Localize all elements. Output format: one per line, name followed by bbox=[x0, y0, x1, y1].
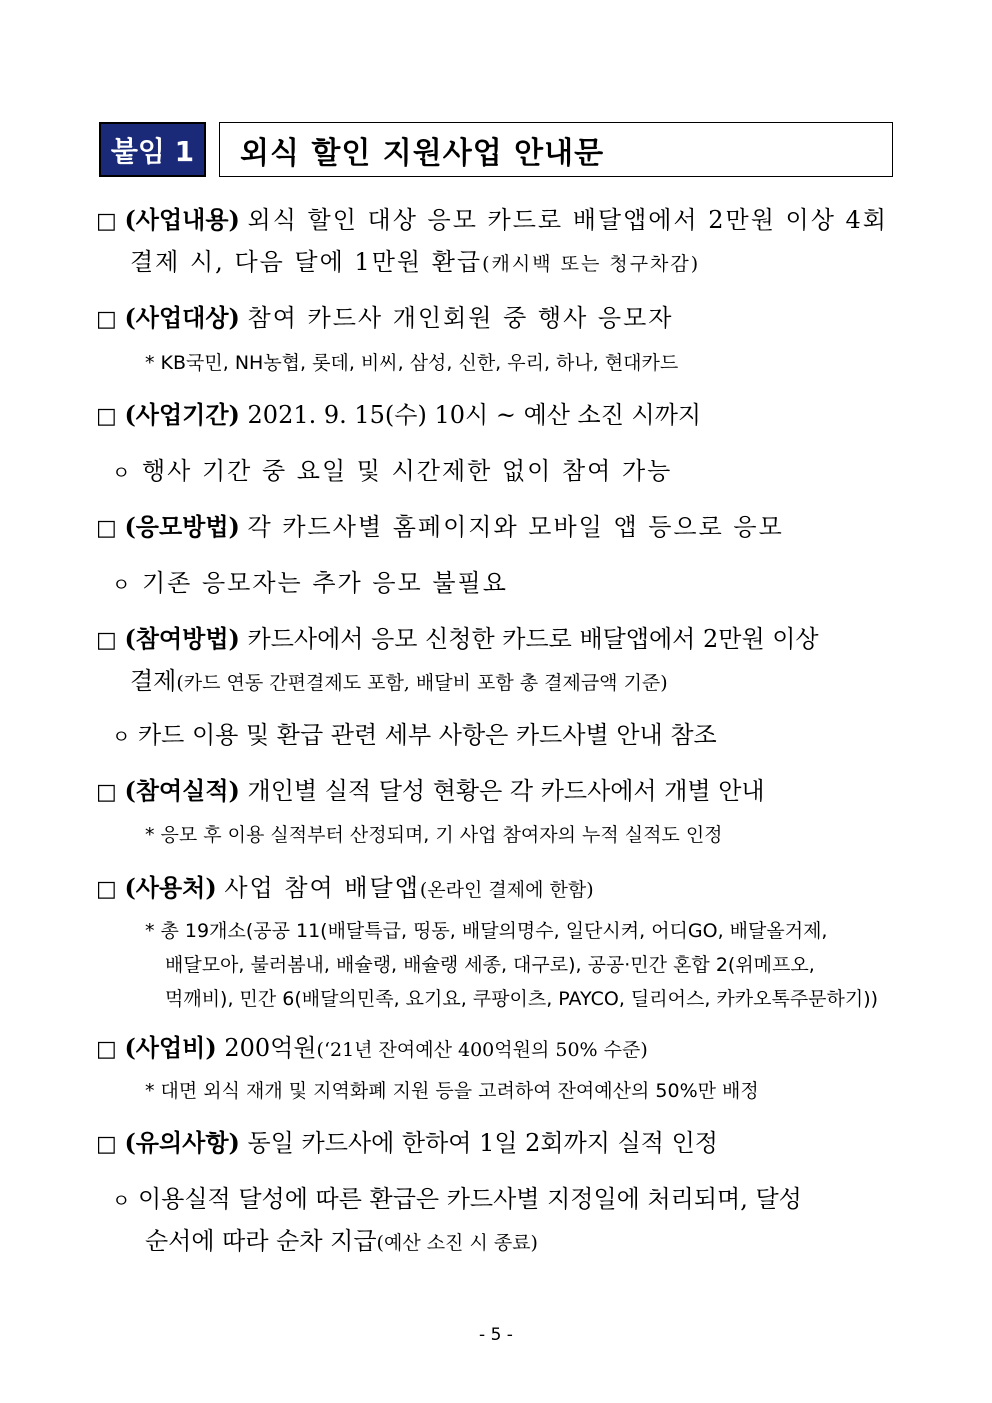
circle-bullet: ㅇ bbox=[112, 574, 133, 596]
section-usage-places bbox=[96, 873, 594, 905]
section-note-line: * 총 19개소(공공 11(배달특급, 띵동, 배달의명수, 일단시켜, 어디GO, 배달올거제, bbox=[145, 920, 828, 942]
section-text-small: (온라인 결제에 한함) bbox=[419, 879, 594, 901]
section-key: (참여실적) bbox=[124, 776, 240, 805]
section-text: 개인별 실적 달성 현황은 각 카드사에서 개별 안내 bbox=[247, 777, 765, 805]
section-key: (참여방법) bbox=[124, 624, 240, 653]
checkbox-bullet: □ bbox=[96, 628, 117, 653]
page-number: - 5 - bbox=[479, 1325, 513, 1345]
section-key: (사업비) bbox=[124, 1033, 217, 1062]
section-sub-item bbox=[112, 568, 508, 600]
section-text: 참여 카드사 개인회원 중 행사 응모자 bbox=[247, 304, 674, 332]
circle-bullet: ㅇ bbox=[112, 726, 131, 748]
section-continuation bbox=[130, 666, 668, 698]
section-sub-item bbox=[112, 720, 717, 752]
checkbox-bullet: □ bbox=[96, 516, 117, 541]
continuation-small: (예산 소진 시 종료) bbox=[376, 1232, 538, 1254]
section-period bbox=[96, 400, 701, 432]
section-text: 각 카드사별 홈페이지와 모바일 앱 등으로 응모 bbox=[247, 513, 784, 541]
section-text: 동일 카드사에 한하여 1일 2회까지 실적 인정 bbox=[247, 1129, 718, 1157]
section-key: (사업내용) bbox=[124, 205, 240, 234]
sub-item-text: 이용실적 달성에 따른 환급은 카드사별 지정일에 처리되며, 달성 bbox=[138, 1185, 802, 1213]
section-sub-continuation bbox=[145, 1226, 538, 1258]
checkbox-bullet: □ bbox=[96, 1132, 117, 1157]
document-header bbox=[99, 122, 893, 177]
checkbox-bullet: □ bbox=[96, 877, 117, 902]
section-sub-item bbox=[112, 1184, 802, 1216]
section-note: * KB국민, NH농협, 롯데, 비씨, 삼성, 신한, 우리, 하나, 현대카드 bbox=[145, 352, 679, 374]
section-business-content bbox=[96, 205, 888, 237]
section-key: (사업기간) bbox=[124, 400, 240, 429]
section-note-line: 먹깨비), 민간 6(배달의민족, 요기요, 쿠팡이츠, PAYCO, 딜리어스, 카카오톡주문하기)) bbox=[165, 988, 879, 1010]
section-target bbox=[96, 303, 673, 335]
section-key: (사용처) bbox=[124, 873, 217, 902]
section-key: (응모방법) bbox=[124, 512, 240, 541]
section-text-small: (‘21년 잔여예산 400억원의 50% 수준) bbox=[316, 1039, 648, 1061]
section-note: * 대면 외식 재개 및 지역화폐 지원 등을 고려하여 잔여예산의 50%만 배정 bbox=[145, 1080, 759, 1102]
section-key: (사업대상) bbox=[124, 303, 240, 332]
checkbox-bullet: □ bbox=[96, 307, 117, 332]
section-sub-item bbox=[112, 456, 672, 488]
checkbox-bullet: □ bbox=[96, 404, 117, 429]
checkbox-bullet: □ bbox=[96, 780, 117, 805]
section-precautions bbox=[96, 1128, 718, 1160]
checkbox-bullet: □ bbox=[96, 1037, 117, 1062]
sub-item-text: 기존 응모자는 추가 응모 불필요 bbox=[142, 569, 508, 597]
continuation-text: 순서에 따라 순차 지급 bbox=[145, 1227, 377, 1255]
section-text: 2021. 9. 15(수) 10시 ~ 예산 소진 시까지 bbox=[247, 401, 702, 429]
sub-item-text: 행사 기간 중 요일 및 시간제한 없이 참여 가능 bbox=[142, 457, 673, 485]
attachment-badge: 붙임 1 bbox=[99, 122, 206, 177]
section-text: 사업 참여 배달앱 bbox=[224, 874, 420, 902]
circle-bullet: ㅇ bbox=[112, 1190, 131, 1212]
section-note: * 응모 후 이용 실적부터 산정되며, 기 사업 참여자의 누적 실적도 인정 bbox=[145, 824, 723, 846]
section-budget bbox=[96, 1033, 648, 1065]
section-apply-method bbox=[96, 512, 784, 544]
document-title: 외식 할인 지원사업 안내문 bbox=[219, 122, 893, 177]
section-performance bbox=[96, 776, 765, 808]
section-participation-method bbox=[96, 624, 819, 656]
section-note-line: 배달모아, 불러봄내, 배슐랭, 배슐랭 세종, 대구로), 공공·민간 혼합 2(위메프오, bbox=[165, 954, 815, 976]
circle-bullet: ㅇ bbox=[112, 462, 133, 484]
sub-item-text: 카드 이용 및 환급 관련 세부 사항은 카드사별 안내 참조 bbox=[138, 721, 717, 749]
section-text: 외식 할인 대상 응모 카드로 배달앱에서 2만원 이상 4회 bbox=[247, 206, 888, 234]
section-key: (유의사항) bbox=[124, 1128, 240, 1157]
section-continuation bbox=[130, 247, 700, 279]
continuation-small: (카드 연동 간편결제도 포함, 배달비 포함 총 결제금액 기준) bbox=[176, 672, 668, 694]
continuation-small: (캐시백 또는 청구차감) bbox=[482, 253, 701, 275]
section-text: 카드사에서 응모 신청한 카드로 배달앱에서 2만원 이상 bbox=[247, 625, 819, 653]
checkbox-bullet: □ bbox=[96, 209, 117, 234]
section-text: 200억원 bbox=[224, 1034, 317, 1062]
continuation-text: 결제 시, 다음 달에 1만원 환급 bbox=[130, 248, 483, 276]
continuation-text: 결제 bbox=[130, 667, 177, 695]
